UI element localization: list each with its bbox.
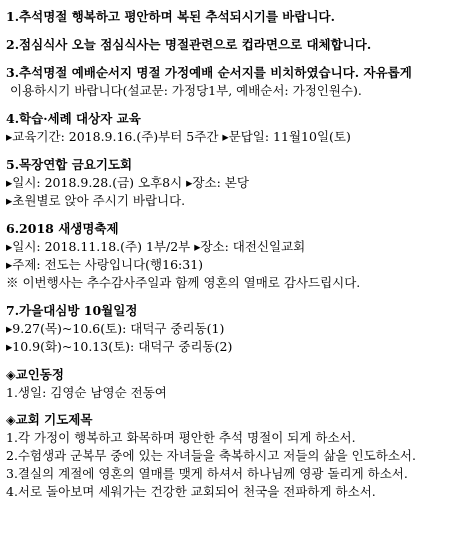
announcement-3-line-2: 이용하시기 바랍니다(설교문: 가정당1부, 예배순서: 가정인원수). — [10, 83, 362, 98]
announcement-3-line-1: 3.추석명절 예배순서지 명절 가정예배 순서지를 비치하였습니다. 자유롭게 — [6, 65, 412, 80]
announcement-6 — [6, 220, 464, 292]
announcement-5-detail-2: ▸초원별로 앉아 주시기 바랍니다. — [6, 193, 186, 208]
member-news — [6, 366, 464, 402]
announcement-6-detail-1: ▸일시: 2018.11.18.(주) 1부/2부 ▸장소: 대전신일교회 — [6, 239, 306, 254]
announcement-6-detail-2: ▸주제: 전도는 사랑입니다(행16:31) — [6, 257, 204, 272]
announcement-6-note: ※ 이번행사는 추수감사주일과 함께 영혼의 열매로 감사드립시다. — [6, 275, 361, 290]
prayer-item-3: 3.결실의 계절에 영혼의 열매를 맺게 하셔서 하나님께 영광 돌리게 하소서. — [6, 466, 408, 481]
announcement-5-detail-1: ▸일시: 2018.9.28.(금) 오후8시 ▸장소: 본당 — [6, 175, 249, 190]
announcement-5-title: 5.목장연합 금요기도회 — [6, 157, 133, 172]
member-news-birthday: 1.생일: 김영순 남영순 전동여 — [6, 385, 167, 400]
announcement-7-title: 7.가을대심방 10월일정 — [6, 303, 138, 318]
announcement-2: 2.점심식사 오늘 점심식사는 명절관련으로 컵라면으로 대체합니다. — [6, 37, 372, 52]
prayer-item-2: 2.수험생과 군복무 중에 있는 자녀들을 축복하시고 저들의 삶을 인도하소서. — [6, 448, 416, 463]
prayer-topics — [6, 411, 464, 501]
announcement-7 — [6, 302, 464, 356]
prayer-item-1: 1.각 가정이 행복하고 화목하며 평안한 추석 명절이 되게 하소서. — [6, 430, 356, 445]
announcement-4-title: 4.학습·세례 대상자 교육 — [6, 111, 141, 126]
announcement-7-detail-2: ▸10.9(화)~10.13(토): 대덕구 중리동(2) — [6, 339, 233, 354]
announcement-7-detail-1: ▸9.27(목)~10.6(토): 대덕구 중리동(1) — [6, 321, 225, 336]
prayer-item-4: 4.서로 돌아보며 세워가는 건강한 교회되어 천국을 전파하게 하소서. — [6, 484, 376, 499]
announcement-1: 1.추석명절 행복하고 평안하며 복된 추석되시기를 바랍니다. — [6, 9, 335, 24]
announcement-5 — [6, 156, 464, 210]
announcement-4 — [6, 110, 464, 146]
announcement-3 — [6, 64, 464, 100]
member-news-title: ◈교인동정 — [6, 367, 64, 382]
prayer-topics-title: ◈교회 기도제목 — [6, 412, 93, 427]
announcement-6-title: 6.2018 새생명축제 — [6, 221, 119, 236]
announcement-4-detail: ▸교육기간: 2018.9.16.(주)부터 5주간 ▸문답일: 11월10일(토) — [6, 129, 351, 144]
